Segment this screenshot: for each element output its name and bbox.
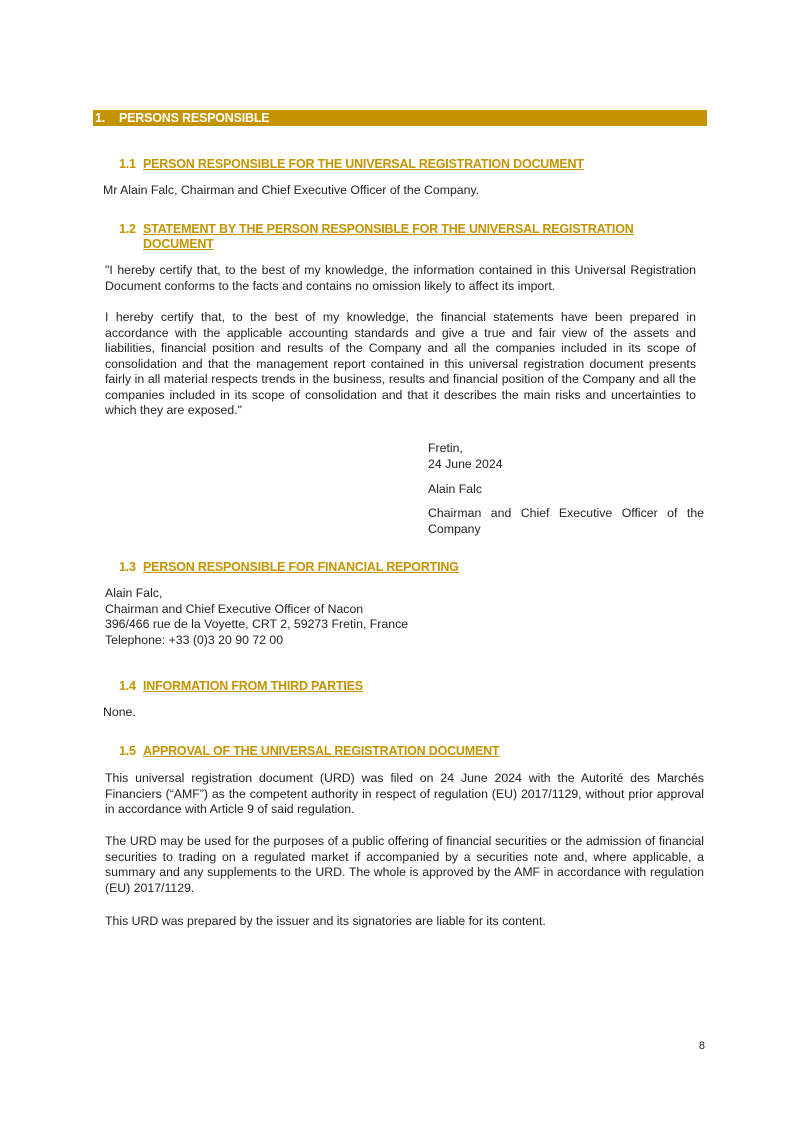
signatory-role: Chairman and Chief Executive Officer of the Company — [428, 506, 704, 536]
subsection-number: 1.2 — [119, 222, 136, 236]
subsection-number: 1.1 — [119, 157, 136, 171]
third-parties-text: None. — [103, 705, 136, 719]
subsection-number: 1.5 — [119, 744, 136, 758]
reporting-contact-phone: Telephone: +33 (0)3 20 90 72 00 — [105, 633, 284, 647]
approval-paragraph-3: This URD was prepared by the issuer and its signatories are liable for its content. — [105, 914, 546, 928]
approval-paragraph-1: This universal registration document (URD) was filed on 24 June 2024 with the Autorité des Marchés Financiers (“AMF”) as the competent authority in respect of regulation (EU) 2017/1129, without prior approval in accordance with Article 9 of said regulation. — [105, 771, 704, 816]
signature-date: 24 June 2024 — [428, 457, 503, 471]
page-number: 8 — [698, 1040, 705, 1052]
subsection-title: STATEMENT BY THE PERSON RESPONSIBLE FOR THE UNIVERSAL REGISTRATION DOCUMENT — [143, 222, 634, 251]
subsection-title: INFORMATION FROM THIRD PARTIES — [143, 679, 363, 693]
subsection-heading-1-1 — [119, 157, 703, 172]
reporting-contact-name: Alain Falc, — [105, 586, 163, 600]
subsection-heading-1-5 — [119, 744, 703, 759]
subsection-heading-1-4 — [119, 679, 703, 694]
section-title: PERSONS RESPONSIBLE — [119, 111, 270, 125]
subsection-title: PERSON RESPONSIBLE FOR THE UNIVERSAL REGISTRATION DOCUMENT — [143, 157, 584, 171]
subsection-number: 1.4 — [119, 679, 136, 693]
subsection-heading-1-2 — [119, 222, 698, 252]
approval-paragraph-2: The URD may be used for the purposes of a public offering of financial securities or the admission of financial securities to trading on a regulated market if accompanied by a securities note and, where applicable, a summary and any supplements to the URD. The whole is approved by the AMF in accordance with regulation (EU) 2017/1129. — [105, 834, 704, 895]
signatory-name: Alain Falc — [428, 482, 482, 496]
reporting-contact-address: 396/466 rue de la Voyette, CRT 2, 59273 Fretin, France — [105, 617, 409, 631]
subsection-heading-1-3 — [119, 560, 703, 575]
section-heading — [93, 110, 707, 126]
subsection-title: APPROVAL OF THE UNIVERSAL REGISTRATION DOCUMENT — [143, 744, 500, 758]
statement-paragraph-2: I hereby certify that, to the best of my knowledge, the financial statements have been prepared in accordance with the applicable accounting standards and give a true and fair view of the assets and liabilities, financial position and results of the Company and all the companies included in its scope of consolidation and that the management report contained in this universal registration document presents fairly in all material respects trends in the business, results and financial position of the Company and all the companies included in its scope of consolidation and that it describes the main risks and uncertainties to which they are exposed." — [105, 310, 696, 417]
signature-place: Fretin, — [428, 441, 463, 455]
subsection-number: 1.3 — [119, 560, 136, 574]
statement-paragraph-1: "I hereby certify that, to the best of my knowledge, the information contained in this Universal Registration Document conforms to the facts and contains no omission likely to affect its import. — [105, 263, 696, 293]
reporting-contact-role: Chairman and Chief Executive Officer of Nacon — [105, 602, 364, 616]
subsection-title: PERSON RESPONSIBLE FOR FINANCIAL REPORTING — [143, 560, 459, 574]
section-number: 1. — [95, 111, 106, 125]
person-responsible-text: Mr Alain Falc, Chairman and Chief Executive Officer of the Company. — [103, 183, 480, 197]
